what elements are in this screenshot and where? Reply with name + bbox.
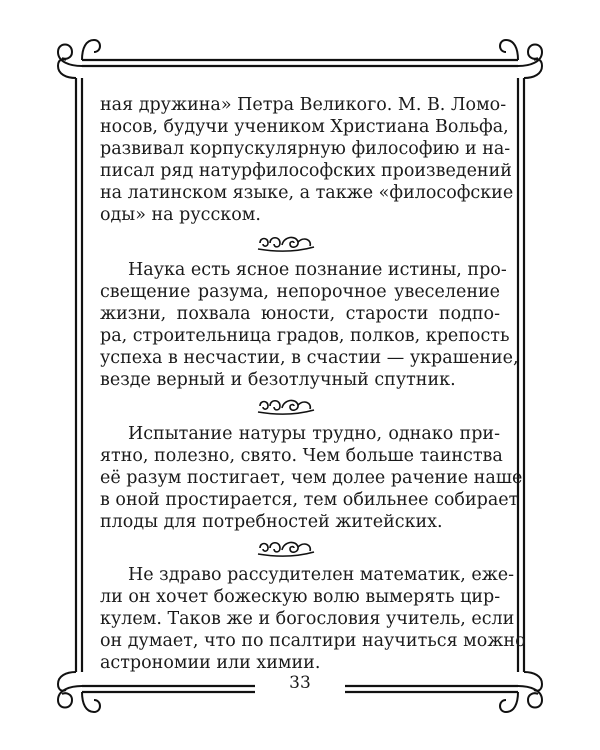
text-line: на латинском языке, а также «философские [100,183,514,203]
text-line: успеха в несчастии, в счастии — украшение, [100,348,519,368]
text-line: кулем. Таков же и богословия учитель, если [100,609,515,629]
swirl-ornament-icon [256,232,316,254]
text-line: развивал корпускулярную философию и на- [100,139,511,159]
text-line: оды» на русском. [100,205,261,225]
swirl-ornament-icon [256,537,316,559]
text-line: носов, будучи учеником Христиана Вольфа, [100,117,509,137]
paragraph-1 [100,94,514,226]
text-line: её разум постигает, чем долее рачение наше [100,468,523,488]
swirl-ornament-icon [256,395,316,417]
text-line: свещение разума, непорочное увеселение [100,282,500,302]
text-line: Наука есть ясное познание истины, про- [128,260,507,280]
paragraph-4 [100,564,526,674]
text-line: везде верный и безотлучный спутник. [100,370,456,390]
text-line: писал ряд натурфилософских произведений [100,161,512,181]
text-line: ли он хочет божескую волю вымерять цир- [100,587,501,607]
text-line: плоды для потребностей житейских. [100,512,443,532]
text-line: ра, строительница градов, полков, крепость [100,326,510,346]
text-line: ятно, полезно, свято. Чем больше таинства [100,446,503,466]
text-line: он думает, что по псалтири научиться можно [100,631,526,651]
text-line: Испытание натуры трудно, однако при- [128,424,500,444]
page-number: 33 [289,673,311,693]
paragraph-2 [100,259,519,391]
text-line: астрономии или химии. [100,653,321,673]
paragraph-3 [100,423,523,533]
text-line: в оной простирается, тем обильнее собирает [100,490,519,510]
text-line: Не здраво рассудителен математик, еже- [128,565,515,585]
text-line: жизни, похвала юности, старости подпо- [100,304,500,324]
text-line: ная дружина» Петра Великого. М. В. Ломо- [100,95,507,115]
